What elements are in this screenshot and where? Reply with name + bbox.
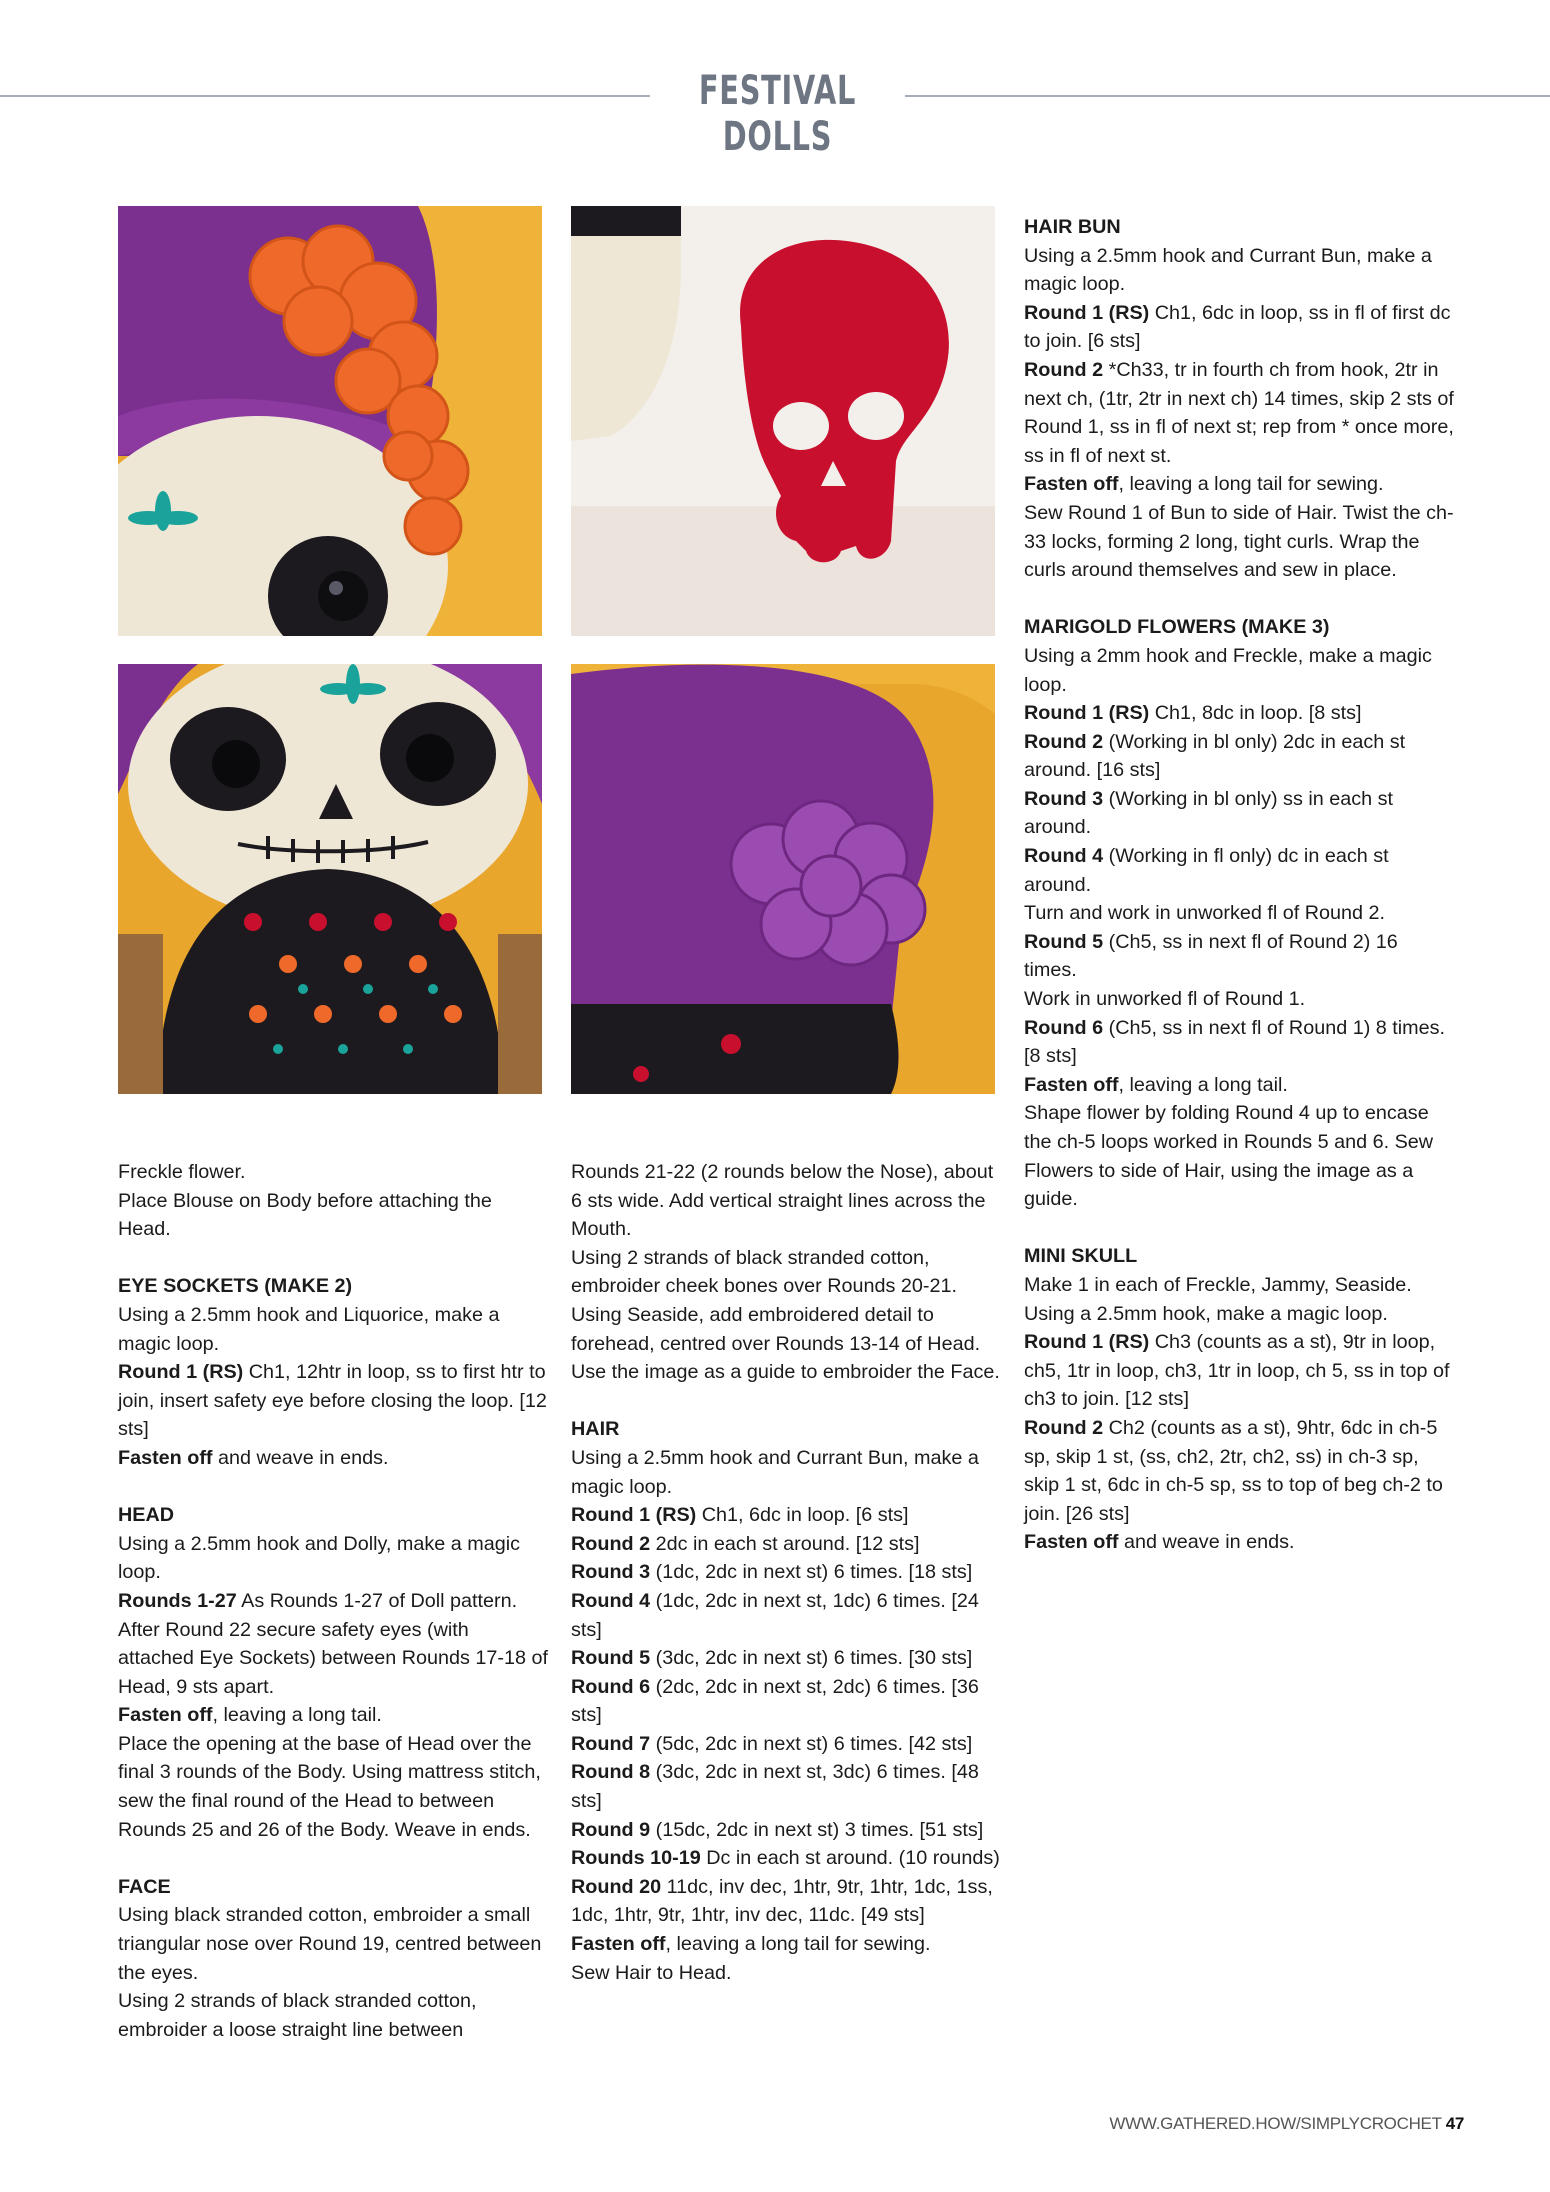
instruction-text: (3dc, 2dc in next st) 6 times. [30 sts] <box>650 1647 973 1670</box>
instruction-label: Fasten off <box>118 1446 213 1469</box>
section-heading-face: FACE <box>118 1875 171 1898</box>
instruction-text: , leaving a long tail. <box>212 1704 382 1727</box>
instruction-label: Round 2 <box>1024 730 1104 753</box>
instruction <box>571 1530 1003 1559</box>
instruction-text: (1dc, 2dc in next st, 1dc) 6 times. [24 sts] <box>571 1589 979 1641</box>
instruction-text: (5dc, 2dc in next st) 6 times. [42 sts] <box>650 1732 973 1755</box>
instruction-text: (Working in fl only) dc in each st around. <box>1024 845 1389 896</box>
paragraph: Work in unworked fl of Round 1. <box>1024 988 1306 1011</box>
mini-skull-illustration <box>571 206 995 636</box>
paragraph: Use the image as a guide to embroider the Face. <box>571 1361 1000 1384</box>
photo-marigold-flower <box>571 664 995 1094</box>
paragraph: Using a 2.5mm hook and Dolly, make a magic loop. <box>118 1532 521 1584</box>
instruction <box>118 1587 548 1701</box>
section-title: FESTIVAL DOLLS <box>698 68 857 160</box>
section-heading-hair-bun: HAIR BUN <box>1024 216 1121 238</box>
instruction-text: (Ch5, ss in next fl of Round 1) 8 times. [8 sts] <box>1024 1016 1446 1068</box>
section-heading-hair: HAIR <box>571 1418 620 1441</box>
instruction-label: Fasten off <box>1024 473 1119 496</box>
instruction <box>1024 842 1456 899</box>
marigold-flower-illustration <box>571 664 995 1094</box>
instruction-text: , leaving a long tail for sewing. <box>1118 473 1384 496</box>
paragraph: Using black stranded cotton, embroider a small triangular nose over Round 19, centred between the eyes. <box>118 1904 542 1984</box>
paragraph: Using 2 strands of black stranded cotton, embroider cheek bones over Rounds 20-21. <box>571 1246 957 1298</box>
instruction-label: Round 4 <box>1024 845 1104 868</box>
section-heading-head: HEAD <box>118 1504 175 1527</box>
instruction-label: Round 1 (RS) <box>118 1361 244 1384</box>
instruction-text: Ch1, 8dc in loop. [8 sts] <box>1149 702 1362 725</box>
instruction-text: As Rounds 1-27 of Doll pattern. After Round 22 secure safety eyes (with attached Eye Sockets) between Rounds 17-18 of Head, 9 sts apart. <box>118 1589 548 1698</box>
instruction-label: Round 6 <box>1024 1016 1104 1039</box>
instruction <box>571 1644 1003 1673</box>
instruction-text: Ch3 (counts as a st), 9tr in loop, ch5, 1tr in loop, ch3, 1tr in loop, ch 5, ss in top of ch3 to join. [12 sts] <box>1024 1331 1450 1411</box>
instruction <box>571 1730 1003 1759</box>
instruction <box>1024 1071 1456 1100</box>
instruction <box>1024 1528 1456 1557</box>
instruction-text: (Ch5, ss in next fl of Round 2) 16 times. <box>1024 930 1398 982</box>
instruction <box>118 1358 548 1444</box>
instruction-text: Ch1, 6dc in loop, ss in fl of first dc to join. [6 sts] <box>1024 301 1451 353</box>
header-rule-right <box>905 95 1550 97</box>
page-footer <box>1109 2114 1464 2134</box>
instruction-text: and weave in ends. <box>1118 1531 1295 1554</box>
paragraph: Make 1 in each of Freckle, Jammy, Seaside. <box>1024 1273 1412 1296</box>
instruction-label: Round 4 <box>571 1589 651 1612</box>
instruction-label: Round 1 (RS) <box>1024 702 1150 725</box>
instruction-label: Round 5 <box>571 1647 651 1670</box>
instruction-label: Round 2 <box>571 1532 651 1555</box>
instruction <box>118 1701 548 1730</box>
instruction-label: Round 1 (RS) <box>1024 301 1150 324</box>
instruction <box>571 1558 1003 1587</box>
instruction-text: Ch2 (counts as a st), 9htr, 6dc in ch-5 sp, skip 1 st, (ss, ch2, 2tr, ch2, ss) in ch-3 sp, skip 1 st, 6dc in ch-5 sp, ss to top of beg ch-2 to join. [26 sts] <box>1024 1416 1443 1525</box>
instruction-text: Dc in each st around. (10 rounds) <box>700 1847 1000 1870</box>
paragraph: Using a 2.5mm hook, make a magic loop. <box>1024 1302 1388 1325</box>
instruction-label: Round 20 <box>571 1875 662 1898</box>
instruction-label: Fasten off <box>1024 1531 1119 1554</box>
instruction-label: Rounds 10-19 <box>571 1847 701 1870</box>
instruction-label: Fasten off <box>118 1704 213 1727</box>
page-header <box>0 68 1550 160</box>
header-rule-left <box>0 95 650 97</box>
text-column-2 <box>571 1158 1003 1987</box>
instruction-label: Round 9 <box>571 1818 651 1841</box>
hair-bun-illustration <box>118 206 542 636</box>
instruction <box>571 1816 1003 1845</box>
paragraph: Using a 2.5mm hook and Liquorice, make a magic loop. <box>118 1303 500 1355</box>
instruction-label: Round 1 (RS) <box>1024 1331 1150 1354</box>
text-column-3 <box>1024 213 1456 1557</box>
instruction-text: (1dc, 2dc in next st) 6 times. [18 sts] <box>650 1561 973 1584</box>
instruction <box>571 1758 1003 1815</box>
instruction-text: 11dc, inv dec, 1htr, 9tr, 1htr, 1dc, 1ss, 1dc, 1htr, 9tr, 1htr, inv dec, 11dc. [49 sts] <box>571 1875 993 1927</box>
instruction-text: (3dc, 2dc in next st, 3dc) 6 times. [48 sts] <box>571 1761 979 1813</box>
instruction-label: Round 3 <box>571 1561 651 1584</box>
instruction-text: (2dc, 2dc in next st, 2dc) 6 times. [36 sts] <box>571 1675 979 1727</box>
text-column-1 <box>118 1158 548 2044</box>
instruction-text: , leaving a long tail for sewing. <box>665 1933 931 1956</box>
instruction <box>1024 1414 1456 1528</box>
section-heading-mini-skull: MINI SKULL <box>1024 1245 1138 1268</box>
instruction-text: Ch1, 12htr in loop, ss to first htr to join, insert safety eye before closing the loop. [12 sts] <box>118 1361 547 1441</box>
paragraph: Sew Round 1 of Bun to side of Hair. Twist the ch-33 locks, forming 2 long, tight curls. Wrap the curls around themselves and sew in place. <box>1024 501 1454 582</box>
paragraph: Rounds 21-22 (2 rounds below the Nose), about 6 sts wide. Add vertical straight lines across the Mouth. <box>571 1161 994 1241</box>
instruction-text: (15dc, 2dc in next st) 3 times. [51 sts] <box>650 1818 984 1841</box>
instruction-text: , leaving a long tail. <box>1118 1073 1288 1096</box>
instruction-label: Round 5 <box>1024 930 1104 953</box>
paragraph: Place Blouse on Body before attaching the Head. <box>118 1189 492 1241</box>
paragraph: Place the opening at the base of Head over the final 3 rounds of the Body. Using mattress stitch, sew the final round of the Head to between Rounds 25 and 26 of the Body. Weave in ends. <box>118 1732 541 1841</box>
instruction-text: Ch1, 6dc in loop. [6 sts] <box>696 1504 909 1527</box>
photo-doll-face <box>118 664 542 1094</box>
instruction-label: Round 1 (RS) <box>571 1504 697 1527</box>
section-heading-eye-sockets: EYE SOCKETS (MAKE 2) <box>118 1275 353 1298</box>
instruction <box>1024 1328 1456 1414</box>
doll-face-illustration <box>118 664 542 1094</box>
instruction-label: Round 8 <box>571 1761 651 1784</box>
instruction-text: 2dc in each st around. [12 sts] <box>650 1532 920 1555</box>
instruction-text: (Working in bl only) ss in each st around. <box>1024 787 1393 839</box>
instruction <box>1024 928 1456 985</box>
instruction-label: Round 2 <box>1024 358 1104 381</box>
instruction-label: Fasten off <box>1024 1073 1119 1096</box>
paragraph: Using Seaside, add embroidered detail to forehead, centred over Rounds 13-14 of Head. <box>571 1303 981 1355</box>
paragraph: Using a 2.5mm hook and Currant Bun, make a magic loop. <box>571 1446 979 1498</box>
instruction <box>571 1930 1003 1959</box>
paragraph: Turn and work in unworked fl of Round 2. <box>1024 902 1386 925</box>
paragraph: Using 2 strands of black stranded cotton, embroider a loose straight line between <box>118 1990 477 2041</box>
instruction <box>1024 728 1456 785</box>
instruction <box>118 1444 548 1473</box>
photo-hair-bun <box>118 206 542 636</box>
instruction-label: Round 6 <box>571 1675 651 1698</box>
instruction-label: Round 3 <box>1024 787 1104 810</box>
instruction <box>1024 785 1456 842</box>
instruction <box>1024 699 1456 728</box>
instruction-label: Fasten off <box>571 1933 666 1956</box>
instruction <box>1024 299 1456 356</box>
paragraph: Using a 2.5mm hook and Currant Bun, make a magic loop. <box>1024 244 1432 296</box>
instruction-label: Rounds 1-27 <box>118 1589 237 1612</box>
instruction <box>571 1873 1003 1930</box>
photo-mini-skull <box>571 206 995 636</box>
instruction-text: *Ch33, tr in fourth ch from hook, 2tr in next ch, (1tr, 2tr in next ch) 14 times, skip 2 sts of Round 1, ss in fl of next st; rep from * once more, ss in fl of next st. <box>1024 358 1454 467</box>
instruction <box>571 1587 1003 1644</box>
instruction <box>1024 1014 1456 1071</box>
instruction <box>1024 356 1456 470</box>
instruction <box>571 1844 1003 1873</box>
instruction-text: (Working in bl only) 2dc in each st around. [16 sts] <box>1024 730 1406 782</box>
instruction-label: Round 7 <box>571 1732 651 1755</box>
footer-url: WWW.GATHERED.HOW/SIMPLYCROCHET <box>1109 2114 1442 2133</box>
instruction <box>1024 470 1456 499</box>
paragraph: Sew Hair to Head. <box>571 1961 732 1984</box>
paragraph: Using a 2mm hook and Freckle, make a magic loop. <box>1024 644 1432 696</box>
paragraph: Shape flower by folding Round 4 up to encase the ch-5 loops worked in Rounds 5 and 6. Sew Flowers to side of Hair, using the image as a guide. <box>1024 1102 1434 1211</box>
paragraph: Freckle flower. <box>118 1161 246 1183</box>
section-heading-marigold: MARIGOLD FLOWERS (MAKE 3) <box>1024 616 1330 639</box>
page-number: 47 <box>1445 2114 1464 2133</box>
instruction-text: and weave in ends. <box>212 1446 389 1469</box>
instruction <box>571 1673 1003 1730</box>
instruction-label: Round 2 <box>1024 1416 1104 1439</box>
instruction <box>571 1501 1003 1530</box>
